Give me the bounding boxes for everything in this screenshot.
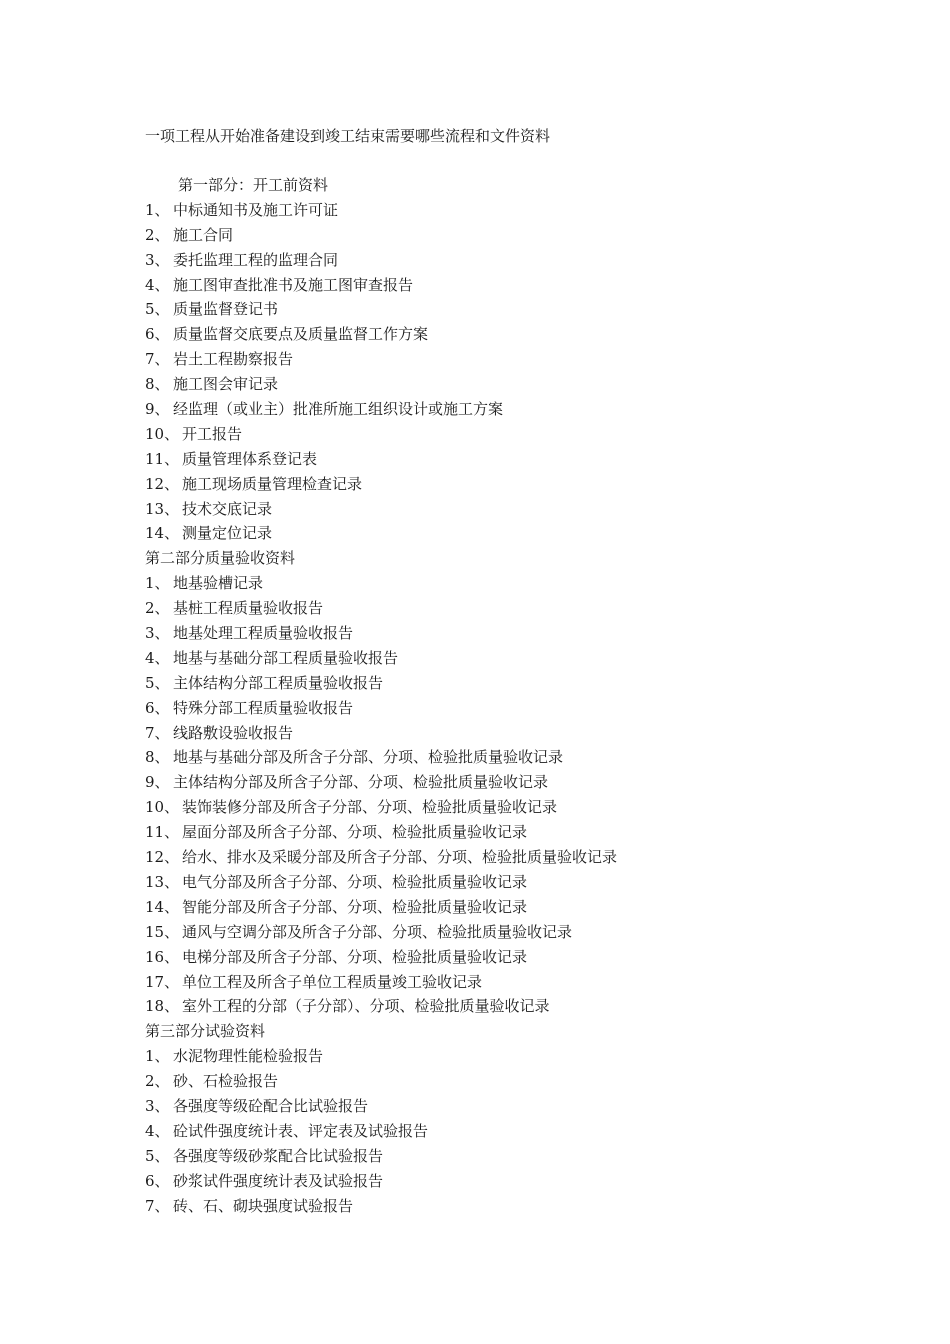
list-item-text: 各强度等级砼配合比试验报告: [173, 1096, 369, 1115]
list-item: [145, 920, 845, 945]
list-item: [145, 347, 845, 372]
list-item: [145, 322, 845, 347]
list-item-number: 17、: [145, 972, 180, 991]
list-item-text: 地基处理工程质量验收报告: [173, 624, 354, 643]
list-item: [145, 770, 845, 795]
list-item-number: 4、: [145, 648, 170, 667]
list-item-number: 16、: [145, 947, 180, 966]
list-item: [145, 521, 845, 546]
list-item-text: 经监理（或业主）批准所施工组织设计或施工方案: [173, 400, 504, 419]
list-item-number: 4、: [145, 275, 170, 294]
list-item-text: 施工图审查批准书及施工图审查报告: [173, 275, 414, 294]
list-item-text: 装饰装修分部及所含子分部、分项、检验批质量验收记录: [182, 798, 558, 817]
list-item-text: 特殊分部工程质量验收报告: [173, 698, 354, 717]
list-item: [145, 895, 845, 920]
section-heading: 第一部分：开工前资料: [178, 176, 329, 194]
list-item: [145, 745, 845, 770]
list-item-text: 施工图会审记录: [173, 375, 279, 394]
list-item-text: 岩土工程勘察报告: [173, 350, 294, 369]
list-item: [145, 447, 845, 472]
list-item-text: 质量监督交底要点及质量监督工作方案: [173, 325, 429, 344]
list-item-number: 6、: [145, 325, 170, 344]
list-item-number: 14、: [145, 897, 180, 916]
list-item-text: 各强度等级砂浆配合比试验报告: [173, 1146, 384, 1165]
list-item: [145, 472, 845, 497]
list-item-number: 10、: [145, 424, 180, 443]
list-item-number: 13、: [145, 499, 180, 518]
list-item-number: 6、: [145, 1171, 170, 1190]
list-item-text: 电气分部及所含子分部、分项、检验批质量验收记录: [182, 872, 528, 891]
list-item-number: 5、: [145, 300, 170, 319]
list-item-text: 智能分部及所含子分部、分项、检验批质量验收记录: [182, 897, 528, 916]
list-item-text: 地基与基础分部工程质量验收报告: [173, 648, 399, 667]
list-item-text: 质量监督登记书: [173, 300, 279, 319]
list-item-number: 1、: [145, 574, 170, 593]
list-item-number: 14、: [145, 524, 180, 543]
list-item: [145, 1169, 845, 1194]
list-item: [145, 397, 845, 422]
list-item: [145, 1194, 845, 1219]
list-item-number: 1、: [145, 1047, 170, 1066]
list-item: [145, 273, 845, 298]
list-item-number: 2、: [145, 225, 170, 244]
list-item-number: 1、: [145, 200, 170, 219]
list-item-number: 8、: [145, 375, 170, 394]
list-item-number: 9、: [145, 773, 170, 792]
list-item: [145, 1069, 845, 1094]
list-item-number: 2、: [145, 599, 170, 618]
list-item-text: 施工合同: [173, 225, 234, 244]
list-item: [145, 1119, 845, 1144]
list-item-text: 主体结构分部工程质量验收报告: [173, 673, 384, 692]
list-item-number: 7、: [145, 350, 170, 369]
list-item-number: 9、: [145, 400, 170, 419]
section-heading: 第三部分试验资料: [145, 1022, 266, 1041]
list-item-text: 砂、石检验报告: [173, 1072, 279, 1091]
list-item-number: 11、: [145, 449, 180, 468]
list-item-text: 中标通知书及施工许可证: [173, 200, 339, 219]
list-item-number: 5、: [145, 673, 170, 692]
list-item: [145, 945, 845, 970]
list-item-text: 主体结构分部及所含子分部、分项、检验批质量验收记录: [173, 773, 549, 792]
list-item-number: 4、: [145, 1121, 170, 1140]
list-item-number: 7、: [145, 1196, 170, 1215]
list-item-text: 室外工程的分部（子分部）、分项、检验批质量验收记录: [182, 997, 550, 1016]
list-item-number: 8、: [145, 748, 170, 767]
list-item-text: 给水、排水及采暖分部及所含子分部、分项、检验批质量验收记录: [182, 848, 618, 867]
list-item-text: 开工报告: [182, 424, 243, 443]
list-item-number: 11、: [145, 823, 180, 842]
document-title: 一项工程从开始准备建设到竣工结束需要哪些流程和文件资料: [145, 127, 551, 145]
list-item-number: 3、: [145, 624, 170, 643]
list-item-number: 12、: [145, 474, 180, 493]
list-item-text: 基桩工程质量验收报告: [173, 599, 324, 618]
list-item-text: 通风与空调分部及所含子分部、分项、检验批质量验收记录: [182, 922, 573, 941]
list-item-text: 地基验槽记录: [173, 574, 264, 593]
list-item-text: 单位工程及所含子单位工程质量竣工验收记录: [182, 972, 483, 991]
list-item-number: 10、: [145, 798, 180, 817]
list-item-number: 15、: [145, 922, 180, 941]
list-item: [145, 870, 845, 895]
list-item: [145, 795, 845, 820]
list-item-text: 测量定位记录: [182, 524, 273, 543]
list-item: [145, 571, 845, 596]
list-item: [145, 223, 845, 248]
list-item-text: 砼试件强度统计表、评定表及试验报告: [173, 1121, 429, 1140]
list-item-number: 13、: [145, 872, 180, 891]
list-item: [145, 422, 845, 447]
list-item: [145, 970, 845, 995]
list-item: [145, 248, 845, 273]
list-item: [145, 372, 845, 397]
list-item-text: 地基与基础分部及所含子分部、分项、检验批质量验收记录: [173, 748, 564, 767]
list-item-text: 技术交底记录: [182, 499, 273, 518]
list-item-number: 18、: [145, 997, 180, 1016]
list-item: [145, 721, 845, 746]
list-item: [145, 1144, 845, 1169]
list-item: [145, 994, 845, 1019]
list-item-text: 屋面分部及所含子分部、分项、检验批质量验收记录: [182, 823, 528, 842]
list-item-text: 水泥物理性能检验报告: [173, 1047, 324, 1066]
document-body: [145, 173, 845, 1218]
list-item: [145, 845, 845, 870]
list-item-text: 砂浆试件强度统计表及试验报告: [173, 1171, 384, 1190]
list-item: [145, 1094, 845, 1119]
list-item: [145, 497, 845, 522]
list-item-text: 线路敷设验收报告: [173, 723, 294, 742]
list-item-number: 5、: [145, 1146, 170, 1165]
list-item: [145, 671, 845, 696]
list-item-number: 6、: [145, 698, 170, 717]
list-item-number: 2、: [145, 1072, 170, 1091]
list-item: [145, 820, 845, 845]
list-item-number: 3、: [145, 1096, 170, 1115]
list-item: [145, 596, 845, 621]
list-item: [145, 621, 845, 646]
list-item-text: 电梯分部及所含子分部、分项、检验批质量验收记录: [182, 947, 528, 966]
list-item-text: 委托监理工程的监理合同: [173, 250, 339, 269]
list-item-text: 砖、石、砌块强度试验报告: [173, 1196, 354, 1215]
list-item: [145, 1044, 845, 1069]
list-item-number: 3、: [145, 250, 170, 269]
list-item: [145, 696, 845, 721]
list-item: [145, 198, 845, 223]
section-heading: 第二部分质量验收资料: [145, 549, 296, 568]
list-item-number: 12、: [145, 848, 180, 867]
list-item: [145, 297, 845, 322]
list-item-text: 质量管理体系登记表: [182, 449, 318, 468]
list-item-number: 7、: [145, 723, 170, 742]
list-item-text: 施工现场质量管理检查记录: [182, 474, 363, 493]
list-item: [145, 646, 845, 671]
